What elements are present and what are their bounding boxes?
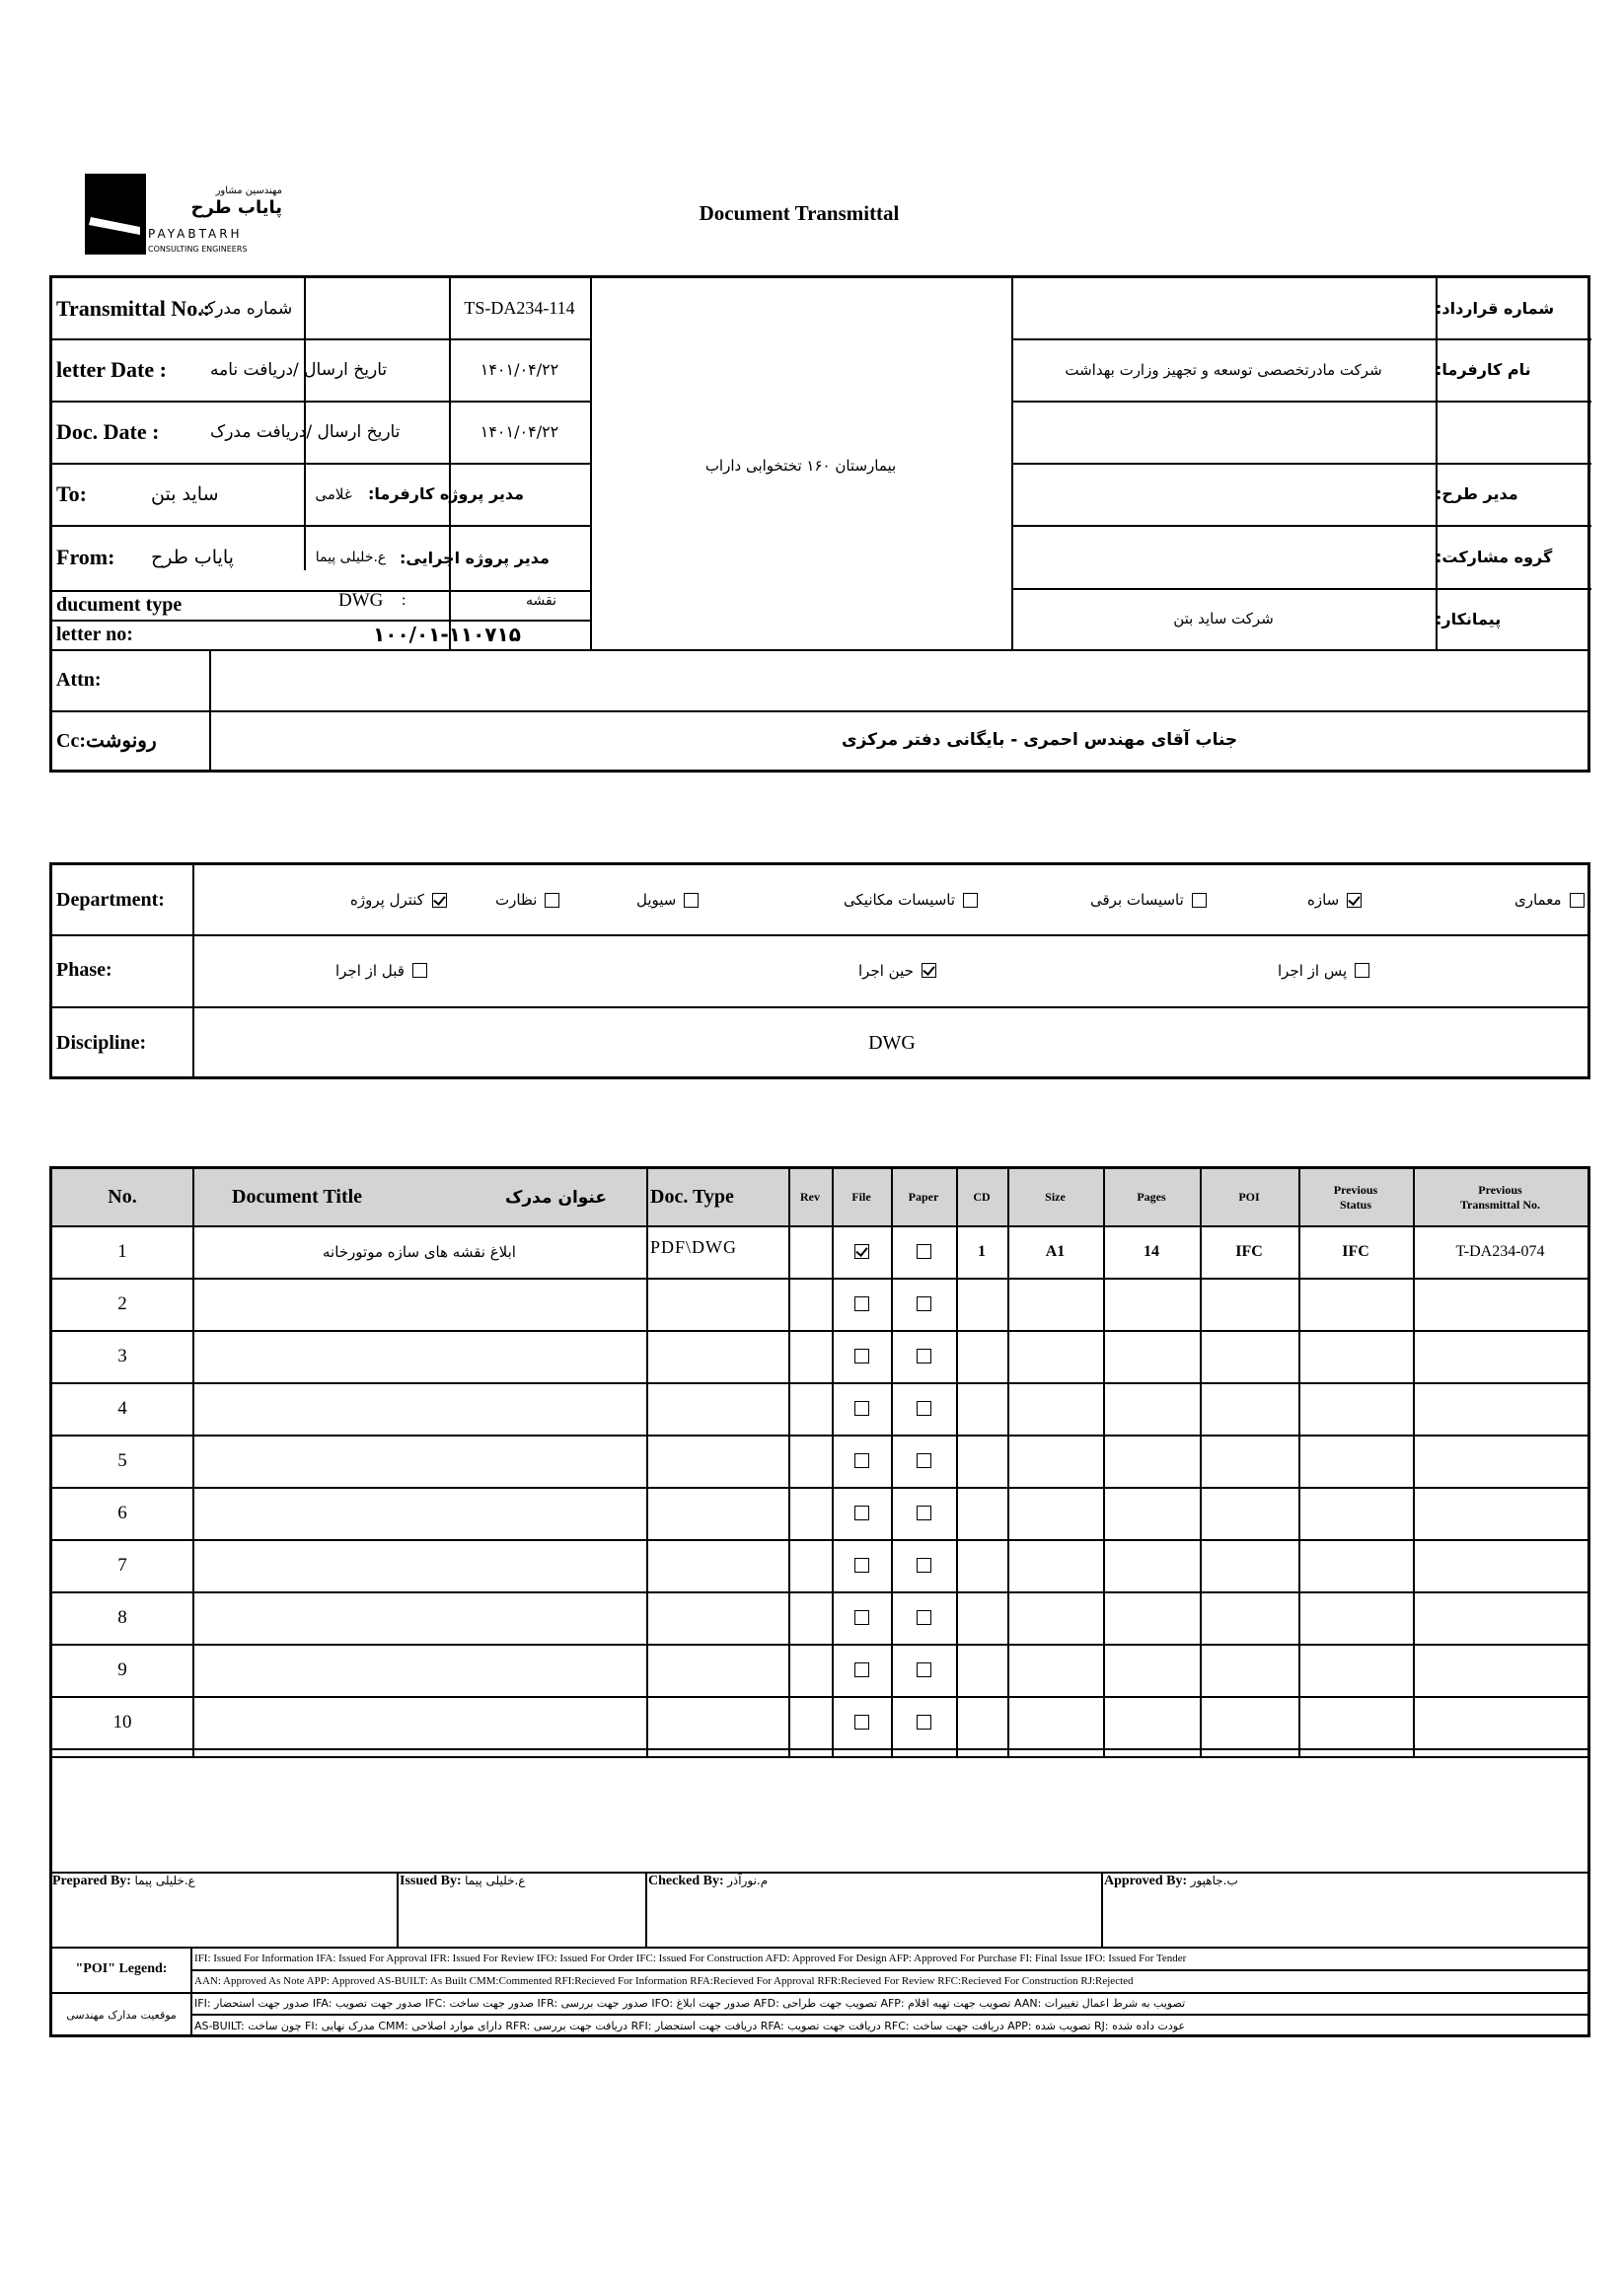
cell-title [192,1644,646,1696]
department-option-label: تاسیسات برقی [1090,891,1184,909]
contract-no-label: شماره قرارداد: [1436,299,1555,318]
department-option[interactable] [636,865,699,934]
cell-file [832,1435,891,1487]
cell-poi [1200,1382,1298,1435]
attn-value [210,649,1591,710]
doc-date-label: Doc. Date : [56,418,160,444]
cell-rev [788,1382,832,1435]
cell-prev-trans [1413,1696,1587,1748]
header-file [832,1169,891,1225]
cell-file [832,1382,891,1435]
cell-prev-trans [1413,1382,1587,1435]
cell-pages [1103,1225,1200,1278]
cell-doc-type [646,1591,788,1644]
cell-pages [1103,1278,1200,1330]
exec-pm-name: ع.خلیلی پیما [315,550,387,565]
cell-doc-type [646,1539,788,1591]
project-name: بیمارستان ۱۶۰ تختخوابی داراب [704,457,897,475]
table-row [52,1435,1587,1487]
department-option-label: نظارت [495,891,538,909]
file-checkbox-icon[interactable] [854,1662,869,1677]
row-no: 2 [117,1292,127,1314]
header-paper [891,1169,956,1225]
cell-size [1007,1382,1103,1435]
header-cd [956,1169,1007,1225]
cell-title [192,1382,646,1435]
contractor-value: شرکت ساید بتن [1173,610,1274,627]
row-doc-type: PDF\DWG [650,1237,738,1257]
doc-date-label-fa: تاریخ ارسال /دریافت مدرک [210,421,401,442]
col-paper: Paper [908,1190,939,1204]
page-title: Document Transmittal [699,201,900,225]
cell-rev [788,1696,832,1748]
cell-size [1007,1487,1103,1539]
col-title-en: Document Title [232,1186,363,1208]
cell-prev-trans [1413,1435,1587,1487]
cell-file [832,1278,891,1330]
cell-pages [1103,1539,1200,1591]
row-title: ابلاغ نقشه های سازه موتورخانه [323,1242,516,1261]
cell-cd [956,1644,1007,1696]
cell-cd [956,1539,1007,1591]
cell-no [52,1539,192,1591]
checkbox-icon[interactable] [922,963,936,978]
letter-date-label-fa: تاریخ ارسال /دریافت نامه [210,359,388,380]
cell-pages [1103,1696,1200,1748]
cell-doc-type [646,1644,788,1696]
phase-option[interactable] [1278,934,1369,1006]
cell-pages [1103,1382,1200,1435]
table-row [52,1382,1587,1435]
prepared-by-label: Prepared By: [52,1874,131,1888]
checkbox-icon[interactable] [412,963,427,978]
paper-checkbox-icon[interactable] [917,1453,931,1468]
cell-prev-status [1298,1382,1413,1435]
col-rev: Rev [800,1190,820,1204]
file-checkbox-icon[interactable] [854,1558,869,1573]
letter-date-value: ۱۴۰۱/۰۴/۲۲ [480,360,559,379]
col-poi: POI [1238,1190,1260,1204]
cell-prev-trans [1413,1225,1587,1278]
cell-size [1007,1278,1103,1330]
cell-file [832,1591,891,1644]
cell-paper [891,1487,956,1539]
header-table [49,275,1590,773]
cell-cd [956,1330,1007,1382]
transmittal-no-label-fa: شماره مدرک [200,298,293,319]
cc-label: Cc:رونوشت [56,729,157,752]
cell-poi [1200,1696,1298,1748]
cell-file [832,1225,891,1278]
cell-poi [1200,1278,1298,1330]
department-label: Department: [56,888,165,911]
paper-checkbox-icon[interactable] [917,1296,931,1311]
checkbox-icon[interactable] [963,893,978,908]
cell-prev-status [1298,1591,1413,1644]
cell-doc-type [646,1382,788,1435]
header-prev-transmittal [1413,1169,1587,1225]
issued-by-label: Issued By: [400,1874,462,1888]
cell-rev [788,1487,832,1539]
partnership-value [1011,525,1436,588]
transmittal-no-value: TS-DA234-114 [464,298,575,318]
department-option[interactable] [350,865,447,934]
department-table [49,862,1590,1079]
letter-no-label: letter no: [56,623,133,645]
phase-label: Phase: [56,959,112,981]
cell-file [832,1644,891,1696]
checkbox-icon[interactable] [1347,893,1362,908]
col-doc-type: Doc. Type [650,1186,734,1208]
cell-cd [956,1696,1007,1748]
cell-no [52,1278,192,1330]
col-prev-trans-1: Previous [1478,1182,1522,1197]
header-size [1007,1169,1103,1225]
table-row [52,1278,1587,1330]
cell-rev [788,1278,832,1330]
cell-size [1007,1330,1103,1382]
row-no: 6 [117,1502,127,1523]
paper-checkbox-icon[interactable] [917,1244,931,1259]
client-value: شرکت مادرتخصصی توسعه و تجهیز وزارت بهداشت [1065,360,1382,379]
cell-title [192,1225,646,1278]
cell-title [192,1435,646,1487]
department-option-label: تاسیسات مکانیکی [844,891,956,909]
legend-line-2: AAN: Approved As Note APP: Approved AS-BUILT: As Built CMM:Commented RFI:Recieved For Information RFA:Recieved For Approval RFR:Recieved For Review RFC:Recieved For Construction RJ:Rejected [194,1974,1134,1987]
cell-no [52,1591,192,1644]
phase-option[interactable] [335,934,427,1006]
row-no: 10 [112,1711,132,1732]
cell-pages [1103,1330,1200,1382]
col-prev-trans-2: Transmittal No. [1459,1197,1541,1212]
cell-cd [956,1225,1007,1278]
cell-cd [956,1435,1007,1487]
prepared-by [52,1874,195,1889]
col-file: File [851,1190,871,1204]
cell-prev-status [1298,1696,1413,1748]
cell-no [52,1696,192,1748]
cell-no [52,1225,192,1278]
checkbox-icon[interactable] [545,893,559,908]
header-pages [1103,1169,1200,1225]
prepared-by-value: ع.خلیلی پیما [134,1874,195,1887]
cell-paper [891,1539,956,1591]
cell-prev-status [1298,1278,1413,1330]
cell-paper [891,1278,956,1330]
client-pm-name: غلامی [315,484,352,503]
cell-prev-status [1298,1225,1413,1278]
header-no [52,1169,192,1225]
header-rev [788,1169,832,1225]
header-prev-status [1298,1169,1413,1225]
exec-pm-label: مدیر پروژه اجرایی: [400,548,550,567]
file-checkbox-icon[interactable] [854,1506,869,1520]
design-manager-label: مدیر طرح: [1436,484,1518,503]
table-row [52,1696,1587,1748]
contractor-label: پیمانکار: [1436,609,1502,628]
checkbox-icon[interactable] [1355,963,1369,978]
paper-checkbox-icon[interactable] [917,1662,931,1677]
cell-poi [1200,1435,1298,1487]
cell-doc-type [646,1487,788,1539]
cell-paper [891,1435,956,1487]
paper-checkbox-icon[interactable] [917,1610,931,1625]
from-label: From: [56,545,115,569]
cell-file [832,1539,891,1591]
col-prev-status-2: Status [1339,1197,1371,1212]
paper-checkbox-icon[interactable] [917,1401,931,1416]
issued-by-value: ع.خلیلی پیما [465,1874,526,1887]
file-checkbox-icon[interactable] [854,1244,869,1259]
cell-rev [788,1539,832,1591]
cell-title [192,1330,646,1382]
file-checkbox-icon[interactable] [854,1401,869,1416]
department-option-label: معماری [1514,891,1562,909]
cell-doc-type [646,1278,788,1330]
department-option-label: کنترل پروژه [350,891,424,909]
cell-prev-status [1298,1539,1413,1591]
cell-paper [891,1382,956,1435]
cell-rev [788,1435,832,1487]
cell-prev-status [1298,1644,1413,1696]
cell-poi [1200,1539,1298,1591]
client-pm-label: مدیر پروژه کارفرما: [368,484,525,503]
cell-poi [1200,1225,1298,1278]
cell-file [832,1696,891,1748]
file-checkbox-icon[interactable] [854,1349,869,1364]
cell-poi [1200,1487,1298,1539]
row-no: 8 [117,1606,127,1628]
cell-size [1007,1539,1103,1591]
col-no: No. [108,1186,137,1208]
client-label: نام کارفرما: [1436,360,1531,379]
table-row [52,1330,1587,1382]
cell-title [192,1696,646,1748]
logo-subtitle: مهندسین مشاور [215,185,282,196]
row-no: 1 [117,1240,127,1262]
table-row [52,1644,1587,1696]
document-type-colon: : [402,592,406,609]
row-no: 9 [117,1658,127,1680]
checked-by [648,1874,768,1889]
poi-legend-label: "POI" Legend: [75,1961,168,1976]
approved-by-label: Approved By: [1104,1874,1188,1888]
cell-poi [1200,1591,1298,1644]
paper-checkbox-icon[interactable] [917,1558,931,1573]
cell-cd [956,1487,1007,1539]
phase-option-label: پس از اجرا [1278,961,1348,980]
cell-pages [1103,1435,1200,1487]
partnership-label: گروه مشارکت: [1436,547,1553,566]
checkbox-icon[interactable] [684,893,699,908]
attn-label: Attn: [56,668,102,691]
cell-cd [956,1591,1007,1644]
documents-table [49,1166,1590,2037]
department-option[interactable] [1090,865,1207,934]
row-poi: IFC [1235,1242,1263,1260]
discipline-label: Discipline: [56,1031,147,1054]
logo-name-fa: پایاب طرح [190,197,282,218]
department-option[interactable] [495,865,559,934]
header-poi [1200,1169,1298,1225]
cell-paper [891,1591,956,1644]
letter-no-value: ۱۰۰/۰۱-۱۱۰۷۱۵ [373,623,521,646]
cell-file [832,1487,891,1539]
cell-doc-type [646,1330,788,1382]
file-checkbox-icon[interactable] [854,1715,869,1730]
documents-grid [52,1169,1587,1756]
legend-line-4: AS-BUILT: چون ساخت FI: مدرک نهایی CMM: دارای موارد اصلاحی RFR: دریافت جهت بررسی RFI: دریافت جهت استحضار RFA: دریافت جهت تصویب RFC: دریافت جهت ساخت APP: تصویب شده RJ: عودت داده شده [194,2019,1186,2032]
table-row [52,1539,1587,1591]
cell-no [52,1330,192,1382]
checkbox-icon[interactable] [1192,893,1207,908]
checked-by-value: م.نورآذر [727,1874,769,1887]
document-type-fa: نقشه [526,593,556,609]
row-prev-status: IFC [1342,1242,1369,1260]
cell-title [192,1591,646,1644]
file-checkbox-icon[interactable] [854,1610,869,1625]
issued-by [400,1874,525,1889]
cell-poi [1200,1330,1298,1382]
checkbox-icon[interactable] [1570,893,1585,908]
cell-paper [891,1330,956,1382]
cell-prev-trans [1413,1278,1587,1330]
cell-title [192,1278,646,1330]
cell-prev-trans [1413,1539,1587,1591]
cell-prev-trans [1413,1591,1587,1644]
cell-size [1007,1225,1103,1278]
cell-size [1007,1644,1103,1696]
legend-line-1: IFI: Issued For Information IFA: Issued For Approval IFR: Issued For Review IFO: Issued For Order IFC: Issued For Construction AFD: Approved For Design AFP: Approved For Purchase FI: Final Issue IFO: Issued For Tender [194,1952,1187,1964]
col-cd: CD [973,1190,991,1204]
phase-option-label: حین اجرا [858,961,914,980]
cell-poi [1200,1644,1298,1696]
to-value: ساید بتن [151,482,219,505]
file-checkbox-icon[interactable] [854,1453,869,1468]
cell-no [52,1435,192,1487]
col-pages: Pages [1137,1190,1166,1204]
approved-by-value: ب.جاهپور [1190,1874,1238,1887]
payabtarh-logo-icon [85,174,146,255]
logo-name-en: PAYABTARH [148,227,243,241]
logo-tagline: CONSULTING ENGINEERS [148,245,248,254]
cell-paper [891,1696,956,1748]
department-options [192,865,1591,934]
cell-doc-type [646,1696,788,1748]
cell-no [52,1382,192,1435]
row-prev-trans: T-DA234-074 [1455,1242,1545,1260]
cell-no [52,1487,192,1539]
row-no: 3 [117,1345,127,1366]
row-no: 5 [117,1449,127,1471]
cell-prev-trans [1413,1644,1587,1696]
row-pages: 14 [1144,1242,1159,1260]
row-no: 4 [117,1397,127,1419]
cell-doc-type [646,1435,788,1487]
from-value: پایاب طرح [151,547,234,568]
design-manager-value [1011,463,1436,525]
approved-by [1104,1874,1238,1889]
file-checkbox-icon[interactable] [854,1296,869,1311]
table-row [52,1591,1587,1644]
cell-prev-trans [1413,1487,1587,1539]
department-option[interactable] [1514,865,1585,934]
document-type-label: ducument type [56,593,183,616]
cell-title [192,1487,646,1539]
cell-pages [1103,1487,1200,1539]
document-type-value: DWG [338,590,384,611]
cell-cd [956,1382,1007,1435]
cell-prev-status [1298,1330,1413,1382]
department-option-label: سیویل [636,891,677,909]
table-row [52,1225,1587,1278]
cell-rev [788,1225,832,1278]
phase-option-label: قبل از اجرا [335,961,405,980]
engineering-status-label: موقعیت مدارک مهندسی [66,2008,177,2022]
department-option[interactable] [1307,865,1362,934]
header-title [192,1169,646,1225]
department-option-label: سازه [1307,891,1340,909]
row-cd: 1 [978,1242,986,1260]
cc-value: جناب آقای مهندس احمری - بایگانی دفتر مرکزی [842,730,1238,750]
phase-options [192,934,1591,1006]
checkbox-icon[interactable] [432,893,447,908]
col-size: Size [1045,1190,1066,1204]
row-no: 7 [117,1554,127,1576]
company-logo [85,174,292,258]
cell-prev-trans [1413,1330,1587,1382]
cell-title [192,1539,646,1591]
checked-by-label: Checked By: [648,1874,724,1888]
paper-checkbox-icon[interactable] [917,1715,931,1730]
cell-pages [1103,1644,1200,1696]
col-prev-status-1: Previous [1333,1182,1378,1197]
paper-checkbox-icon[interactable] [917,1349,931,1364]
table-row [52,1487,1587,1539]
cell-cd [956,1278,1007,1330]
row-size: A1 [1045,1242,1066,1260]
department-option[interactable] [844,865,978,934]
transmittal-no-label: Transmittal No.: [56,295,211,321]
cell-doc-type [646,1225,788,1278]
legend-line-3: IFI: صدور جهت استحضار IFA: صدور جهت تصویب IFC: صدور جهت ساخت IFR: صدور جهت بررسی IFO: صدور جهت ابلاغ AFD: تصویب جهت طراحی AFP: تصویب جهت تهیه اقلام AAN: تصویب به شرط اعمال تغییرات [194,1996,1186,2010]
discipline-value: DWG [868,1031,916,1054]
cell-prev-status [1298,1435,1413,1487]
cell-prev-status [1298,1487,1413,1539]
cell-no [52,1644,192,1696]
cell-size [1007,1591,1103,1644]
letter-date-label: letter Date : [56,356,167,382]
cell-size [1007,1696,1103,1748]
cell-paper [891,1644,956,1696]
header-doc-type [646,1169,788,1225]
phase-option[interactable] [858,934,936,1006]
cell-pages [1103,1591,1200,1644]
cell-size [1007,1435,1103,1487]
col-title-fa: عنوان مدرک [504,1187,607,1208]
cell-paper [891,1225,956,1278]
paper-checkbox-icon[interactable] [917,1506,931,1520]
cell-file [832,1330,891,1382]
contract-no-value [1011,278,1436,338]
to-label: To: [56,480,87,506]
doc-date-value: ۱۴۰۱/۰۴/۲۲ [480,422,559,441]
cell-rev [788,1591,832,1644]
cell-rev [788,1330,832,1382]
cell-rev [788,1644,832,1696]
